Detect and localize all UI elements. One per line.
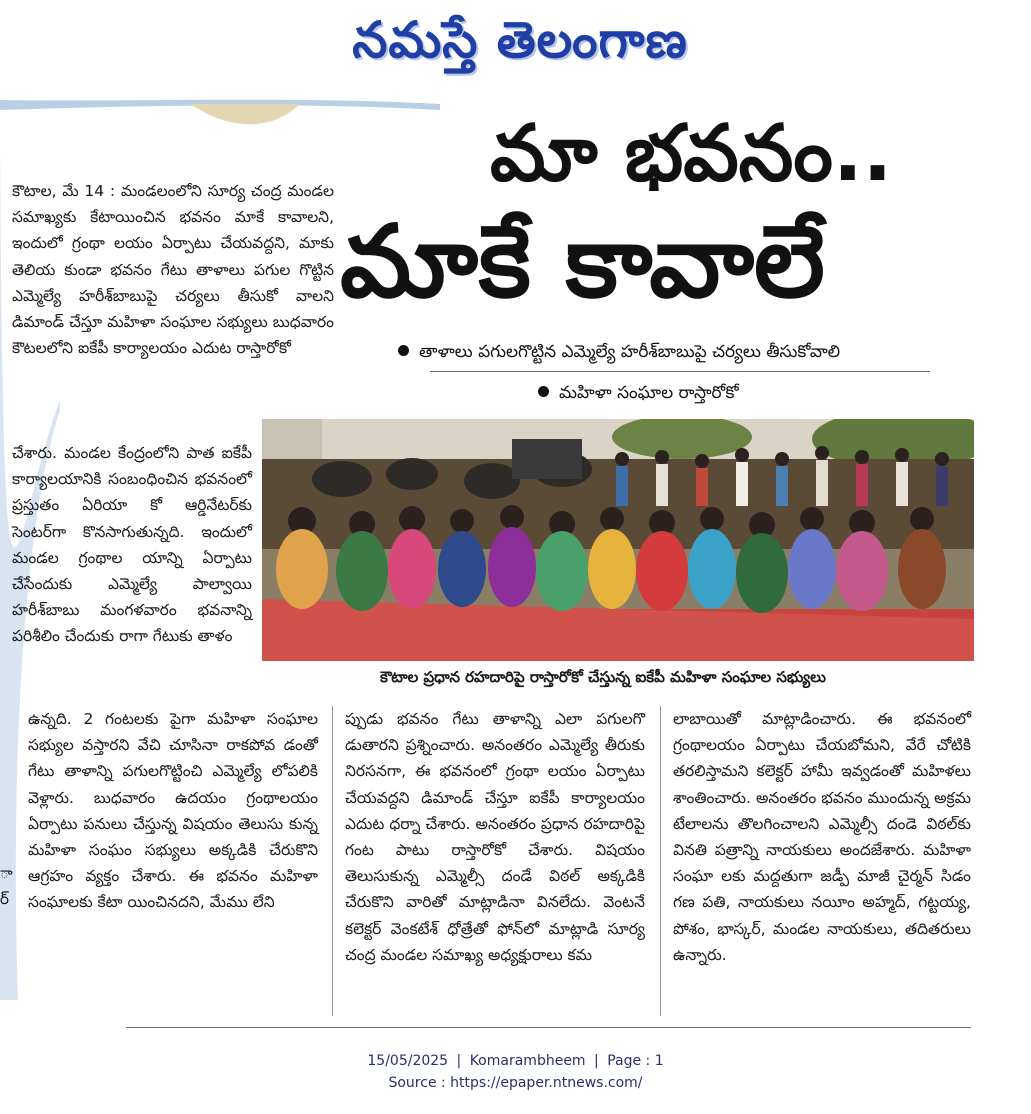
footer-meta: 15/05/2025 | Komarambheem | Page : 1 <box>367 1053 664 1069</box>
footer-edition: Komarambheem <box>469 1053 586 1069</box>
masthead-logo: నమస్తే తెలంగాణ <box>352 11 688 69</box>
article-column-1-top: కౌటాల, మే 14 : మండలంలోని సూర్య చంద్ర మండల సమాఖ్యకు కేటాయించిన భవనం మాకే కావాలని, ఇందులో గ్రంథా లయం ఏర్పాటు చేయవద్దని, మాకు తెలియ కుండా భవనం గేటు తాళాలు పగుల గొట్టిన ఎమ్మెల్యే హరీశ్‌బాబుపై చర్యలు తీసుకో వాలని డిమాండ్ చేస్తూ మహిళా సంఘాల సభ్యులు బుధవారం కౌటలలోని ఐకేపీ కార్యాలయం ఎదుట రాస్తారోకో <box>12 182 334 358</box>
article-column-2: ప్పుడు భవనం గేటు తాళాన్ని ఎలా పగులగొ డుతారని ప్రశ్నించారు. అనంతరం ఎమ్మెల్యే తీరుకు నిరసనగా, ఈ భవనంలో గ్రంథా లయం ఏర్పాటు చేయవద్దని డిమాండ్ చేస్తూ ఐకేపీ కార్యాలయం ఎదుట ధర్నా చేశారు. అనంతరం ప్రధాన రహదారిపై గంట పాటు రాస్తారోకో చేశారు. విషయం తెలుసుకున్న ఎమ్మెల్సీ దండే విఠల్ అక్కడికి చేరుకొని వారితో మాట్లాడినా వినలేదు. వెంటనే కలెక్టర్ వెంకటేశ్ ధోత్రేతో ఫోన్‌లో మాట్లాడి సూర్య చంద్ర మండల సమాఖ్య అధ్యక్షురాలు కమ <box>345 710 645 964</box>
divider <box>430 371 930 372</box>
article-column-1-bottom: ఉన్నది. 2 గంటలకు పైగా మహిళా సంఘాల సభ్యుల వస్తారని వేచి చూసినా రాకపోవ డంతో గేటు తాళాన్ని పగులగొట్టించి ఎమ్మెల్యే లోపలికి వెళ్లారు. బుధవారం ఉదయం గ్రంథాలయం ఏర్పాటు పనులు చేస్తున్న విషయం తెలుసు కున్న మహిళా సంఘం సభ్యులు అక్కడికి చేరుకొని ఆగ్రహం వ్యక్తం చేశారు. ఈ భవనం మహిళా సంఘాలకు కేటా యించినదని, మేము లేని <box>28 710 318 912</box>
column-divider <box>660 706 661 1016</box>
photo-caption: కౌటాల ప్రధాన రహదారిపై రాస్తారోకో చేస్తున్న ఐకేపీ మహిళా సంఘాల సభ్యులు <box>380 668 826 686</box>
footer-divider <box>126 1027 971 1028</box>
adjacent-article-fragment: ా ర్ <box>0 864 13 908</box>
column-divider <box>332 706 333 1016</box>
footer-page: Page : 1 <box>607 1053 664 1069</box>
subheading-bullet-2: మహిళా సంఘాల రాస్తారోకో <box>538 381 739 405</box>
bullet-dot-icon <box>398 345 409 356</box>
news-photo <box>262 419 974 661</box>
article-column-1-narrow: చేశారు. మండల కేంద్రంలోని పాత ఐకేపీ కార్యాలయానికి సంబంధించిన భవనంలో ప్రస్తుతం ఏరియా కో ఆర్డినేటర్‌కు సెంటర్‌గా కొనసాగుతున్నది. ఇందులో మండల గ్రంథాల యాన్ని ఏర్పాటు చేసేందుకు ఎమ్మెల్యే పాల్వాయి హరీశ్‌బాబు మంగళవారం భవనాన్ని పరిశీలిం చేందుకు రాగా గేటుకు తాళం <box>12 444 252 646</box>
footer-source[interactable]: Source : https://epaper.ntnews.com/ <box>388 1075 643 1091</box>
headline-line-1: మా భవనం.. <box>490 109 893 199</box>
protest-photo-image <box>262 419 974 661</box>
subheading-bullet-1: తాళాలు పగులగొట్టిన ఎమ్మెల్యే హరీశ్‌బాబుపై చర్యలు తీసుకోవాలి <box>398 340 840 364</box>
headline-line-2: మాకే కావాలే <box>340 203 825 320</box>
bullet-dot-icon <box>538 386 549 397</box>
article-column-3: లాబాయితో మాట్లాడించారు. ఈ భవనంలో గ్రంథాలయం ఏర్పాటు చేయబోమని, వేరే చోటికి తరలిస్తామని కలెక్టర్ హామీ ఇవ్వడంతో మహిళలు శాంతించారు. అనంతరం భవనం ముందున్న అక్రమ టేలాలను తొలగించాలని ఎమ్మెల్సీ దండె విఠల్‌కు వినతి పత్రాన్ని నాయకులు అందజేశారు. మహిళా సంఘా లకు మద్దతుగా జడ్పీ మాజీ చైర్మన్ సిడం గణ పతి, నాయకులు నయీం అహ్మద్, గట్టయ్య, పోశం, భాస్కర్, మండల నాయకులు, తదితరులు ఉన్నారు. <box>673 710 971 964</box>
footer-date: 15/05/2025 <box>367 1053 449 1069</box>
